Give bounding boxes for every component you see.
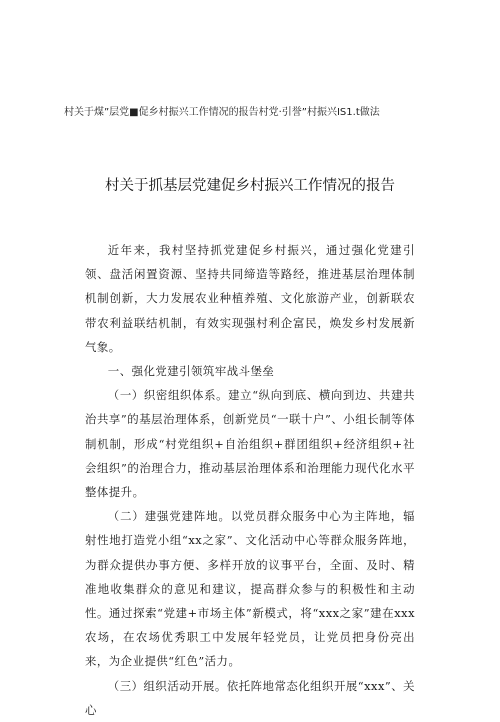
section-heading-1: 一、强化党建引领筑牢战斗堡垒 xyxy=(107,364,275,379)
intro-paragraph: 近年来，我村坚持抓党建促乡村振兴，通过强化党建引领、盘活闲置资源、坚持共同缔造等路经，推进基层治理体制机制创新，大力发展农业种植养殖、文化旅游产业，创新联农带农利益联结机制，有效实现强村利企富民，焕发乡村发展新气象。 xyxy=(85,243,415,354)
paragraph-organization-system: （一）织密组织体系。建立“纵向到底、横向到边、共建共治共享”的基层治理体系，创新党员“一联十户”、小组长制等体制机制，形成“村党组织+自治组织+群团组织+经济组织+社会组织”的治理合力，推动基层治理体系和治理能力现代化水平整体提升。 xyxy=(85,388,415,500)
paragraph-party-positions: （二）建强党建阵地。以党员群众服务中心为主阵地，辐射性地打造党小组“xx之家”、文化活动中心等群众服务阵地，为群众提供办事方便、多样开放的议事平台，全面、及时、精准地收集群众的意见和建议，提高群众参与的积极性和主动性。通过探索“党建+市场主体”新模式，将“xxx之家”建在xxx农场，在农场优秀职工中发展年轻党员，让党员把身份亮出来，为企业提供“红色”活力。 xyxy=(85,509,415,669)
document-body xyxy=(85,238,415,722)
document-title: 村关于抓基层党建促乡村振兴工作情况的报告 xyxy=(105,178,395,194)
paragraph-activities: （三）组织活动开展。依托阵地常态化组织开展“xxx”、关心 xyxy=(85,678,415,717)
document-header-line: 村关于煤”层党■促乡村振兴工作情况的报告村党·引誉”村振兴IS1.t做法 xyxy=(64,107,380,118)
